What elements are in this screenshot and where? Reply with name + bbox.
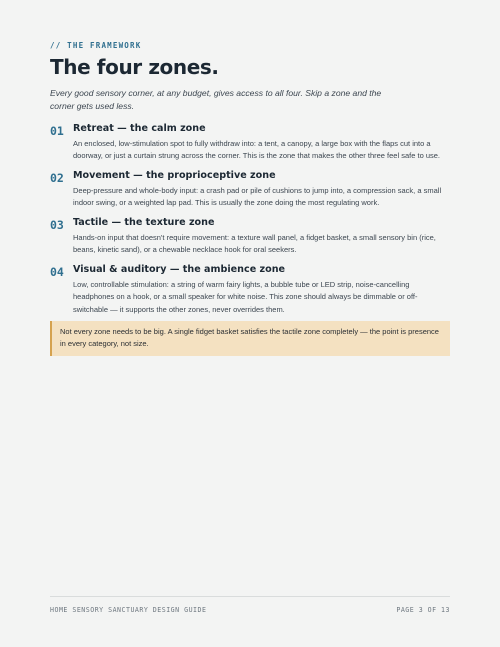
zone-title: Visual & auditory — the ambience zone xyxy=(73,264,286,275)
callout-note xyxy=(50,321,450,356)
zone-body xyxy=(73,169,450,210)
zone-title: Retreat — the calm zone xyxy=(73,123,206,134)
page-title: The four zones. xyxy=(50,55,219,79)
section-eyebrow: // THE FRAMEWORK xyxy=(50,41,142,50)
zone-title: Tactile — the texture zone xyxy=(73,217,215,228)
zone-number: 03 xyxy=(50,218,64,232)
zone-number: 02 xyxy=(50,171,64,185)
zone-body xyxy=(73,216,450,257)
zone-number: 04 xyxy=(50,265,64,279)
zone-description: Deep-pressure and whole-body input: a crash pad or pile of cushions to jump into, a compression sack, a small indoor swing, or a weighted lap pad. This is usually the zone doing the most regulating work. xyxy=(73,186,442,208)
zone-description: Hands-on input that doesn't require movement: a texture wall panel, a fidget basket, a small sensory bin (rice, beans, kinetic sand), or a chewable necklace hook for oral seekers. xyxy=(73,233,436,255)
document-page xyxy=(50,0,450,647)
zone-number: 01 xyxy=(50,124,64,138)
footer-guide-title: HOME SENSORY SANCTUARY DESIGN GUIDE xyxy=(50,606,207,614)
callout-text: Not every zone needs to be big. A single fidget basket satisfies the tactile zone completely — the point is presence in every category, not size. xyxy=(60,327,439,349)
zone-description: An enclosed, low-stimulation spot to fully withdraw into: a tent, a canopy, a large box with the flaps cut into a doorway, or just a curtain strung across the corner. This is the zone that makes the other three feel safe to use. xyxy=(73,139,440,161)
zone-body xyxy=(73,122,450,163)
footer-page-number: PAGE 3 OF 13 xyxy=(396,606,450,614)
zone-description: Low, controllable stimulation: a string of warm fairy lights, a bubble tube or LED strip, noise-cancelling headphones on a hook, or a small speaker for white noise. This zone should always be dimmable or off-switchable — it supports the other zones, never overrides them. xyxy=(73,280,418,314)
zone-title: Movement — the proprioceptive zone xyxy=(73,170,276,181)
zone-body xyxy=(73,263,450,316)
page-lede: Every good sensory corner, at any budget, gives access to all four. Skip a zone and the corner gets used less. xyxy=(50,88,382,111)
footer-divider xyxy=(50,596,450,597)
